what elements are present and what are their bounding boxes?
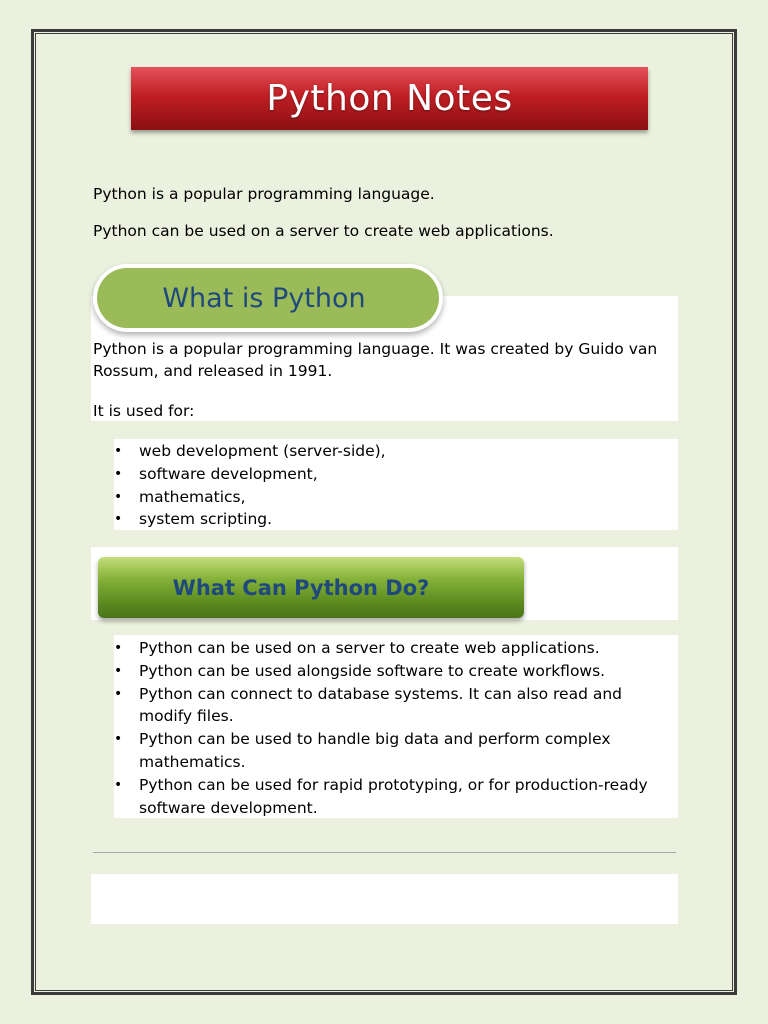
section2-heading: What Can Python Do? [172, 575, 430, 600]
intro-line-2: Python can be used on a server to create web applications. [93, 222, 554, 240]
blank-footer-block [91, 874, 678, 924]
what-can-python-do-heading-shape [98, 557, 524, 618]
what-is-python-heading-shape [93, 264, 443, 332]
section1-used-for-label: It is used for: [93, 402, 195, 420]
list-item: • system scripting. [114, 508, 674, 531]
page-title: Python Notes [266, 78, 513, 119]
intro-line-1: Python is a popular programming language. [93, 185, 435, 203]
list-item: • Python can be used for rapid prototyping, or for production-ready software development. [114, 774, 672, 820]
list-item: • web development (server-side), [114, 440, 674, 463]
list-item: • Python can be used alongside software to create workflows. [114, 660, 672, 683]
list-item: • mathematics, [114, 486, 674, 509]
list-item: • Python can connect to database systems. It can also read and modify files. [114, 683, 672, 729]
horizontal-divider [93, 852, 676, 853]
list-item: • Python can be used on a server to create web applications. [114, 637, 672, 660]
section2-list [114, 637, 672, 819]
title-banner [131, 67, 648, 130]
list-item: • Python can be used to handle big data and perform complex mathematics. [114, 728, 672, 774]
section1-list [114, 440, 674, 531]
section1-heading: What is Python [162, 282, 366, 314]
section1-paragraph: Python is a popular programming language. It was created by Guido van Rossum, and released in 1991. [93, 340, 658, 380]
list-item: • software development, [114, 463, 674, 486]
